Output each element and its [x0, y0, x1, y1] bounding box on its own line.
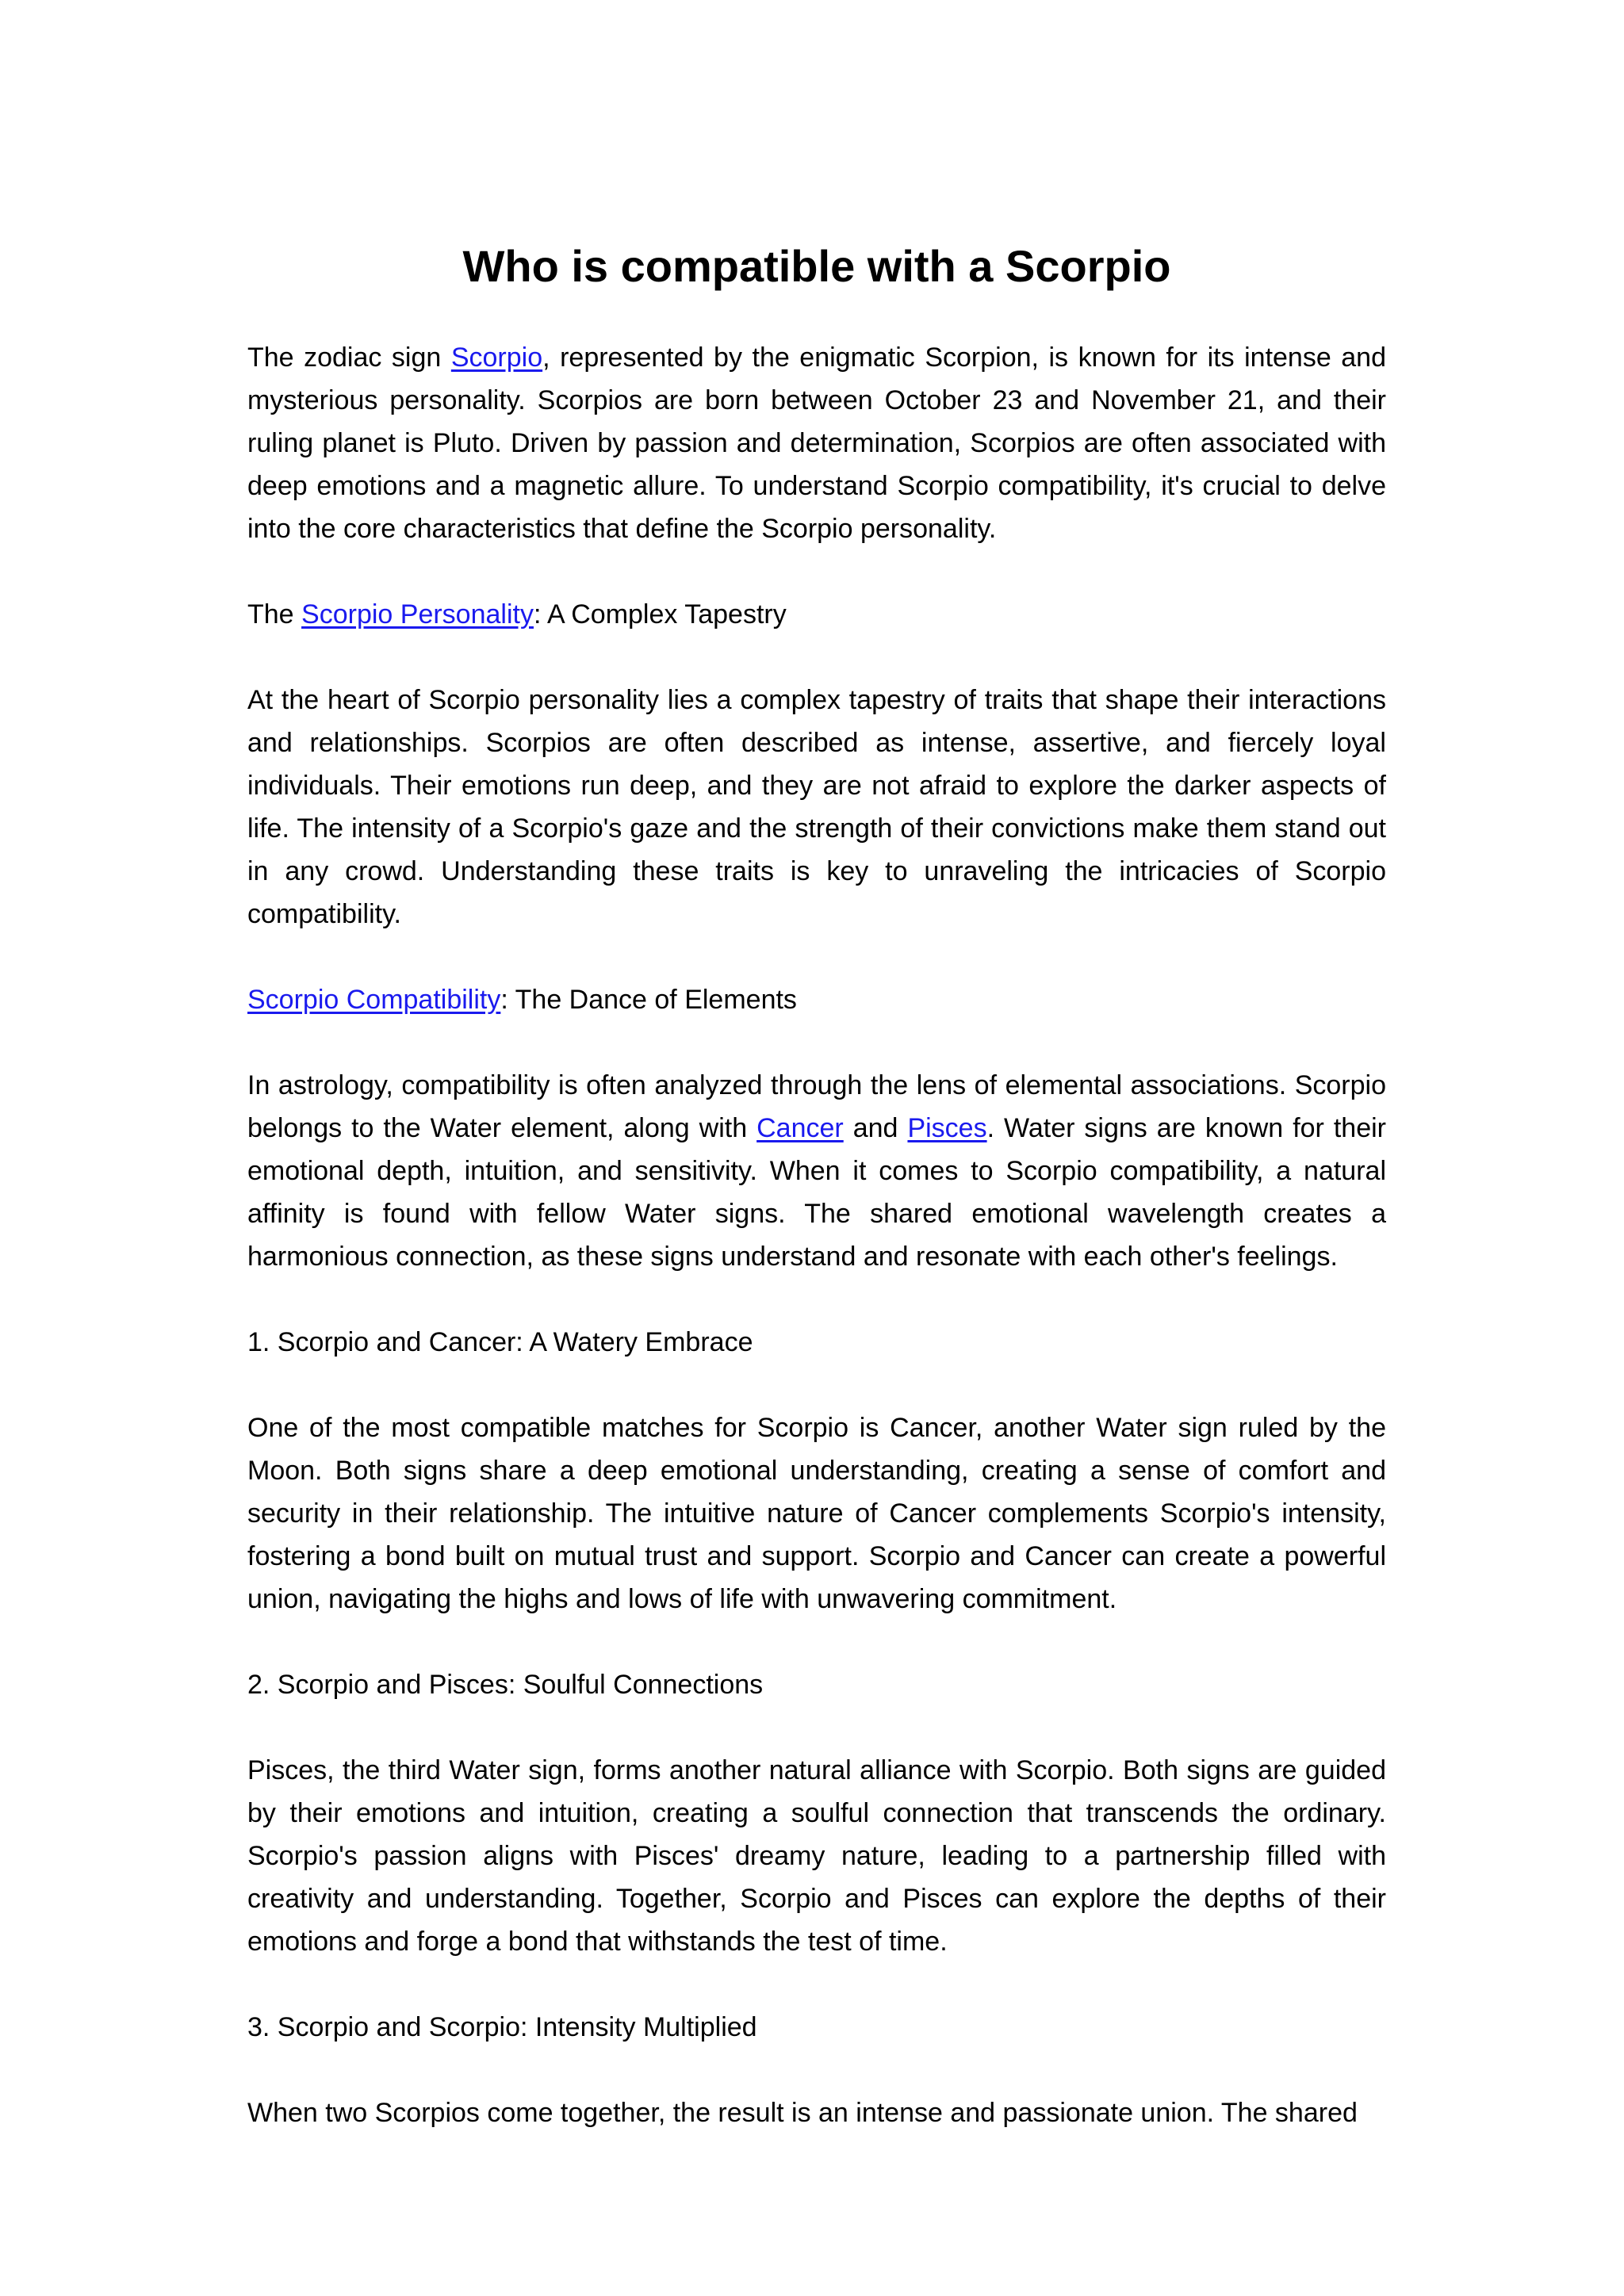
intro-text-start: The zodiac sign — [247, 342, 451, 373]
page-title: Who is compatible with a Scorpio — [462, 241, 1171, 291]
section-heading-pisces: 2. Scorpio and Pisces: Soulful Connections — [247, 1670, 764, 1700]
scorpio-link[interactable]: Scorpio — [450, 342, 543, 373]
personality-heading-prefix: The — [247, 599, 302, 629]
compat-text-2: and — [843, 1113, 908, 1143]
scorpio-compatibility-link[interactable]: Scorpio Compatibility — [247, 985, 501, 1015]
pisces-link[interactable]: Pisces — [907, 1113, 987, 1143]
cancer-link[interactable]: Cancer — [756, 1113, 844, 1143]
section-paragraph-cancer: One of the most compatible matches for Scorpio is Cancer, another Water sign ruled by the Moon. Both signs share a deep emotional understanding, creating a sense of comfort and security in their relationship. The intuitive nature of Cancer complements Scorpio's intensity, fostering a bond built on mutual trust and support. Scorpio and Cancer can create a powerful union, navigating the highs and lows of life with unwavering commitment. — [247, 1413, 1386, 1614]
compatibility-heading — [247, 978, 1386, 1021]
section-heading-cancer: 1. Scorpio and Cancer: A Watery Embrace — [247, 1327, 753, 1357]
section-paragraph-scorpio: When two Scorpios come together, the result is an intense and passionate union. The shared — [247, 2098, 1358, 2128]
intro-paragraph — [247, 336, 1386, 550]
personality-heading — [247, 593, 1386, 636]
personality-heading-suffix: : A Complex Tapestry — [533, 599, 787, 629]
document-body — [247, 238, 1386, 2177]
compat-text-1: In astrology, compatibility is often analyzed through the lens of elemental associations. Scorpio belongs to the Water element, along with — [247, 1070, 1386, 1143]
compat-text-3: . Water signs are known for their emotional depth, intuition, and sensitivity. When it comes to Scorpio compatibility, a natural affinity is found with fellow Water signs. The shared emotional wavelength creates a harmonious connection, as these signs understand and resonate with each other's feelings. — [247, 1113, 1387, 1272]
section-paragraph-pisces: Pisces, the third Water sign, forms another natural alliance with Scorpio. Both signs are guided by their emotions and intuition, creating a soulful connection that transcends the ordinary. Scorpio's passion aligns with Pisces' dreamy nature, leading to a partnership filled with creativity and understanding. Together, Scorpio and Pisces can explore the depths of their emotions and forge a bond that withstands the test of time. — [247, 1755, 1386, 1957]
section-heading-scorpio: 3. Scorpio and Scorpio: Intensity Multiplied — [247, 2012, 757, 2042]
personality-paragraph: At the heart of Scorpio personality lies a complex tapestry of traits that shape their interactions and relationships. Scorpios are often described as intense, assertive, and fiercely loyal individuals. Their emotions run deep, and they are not afraid to explore the darker aspects of life. The intensity of a Scorpio's gaze and the strength of their convictions make them stand out in any crowd. Understanding these traits is key to unraveling the intricacies of Scorpio compatibility. — [247, 685, 1386, 929]
compatibility-paragraph — [247, 1064, 1386, 1278]
compatibility-heading-suffix: : The Dance of Elements — [500, 985, 797, 1015]
intro-text-end: , represented by the enigmatic Scorpion, is known for its intense and mysterious personality. Scorpios are born between October 23 and November 21, and their ruling planet is Pluto. Driven by passion and determination, Scorpios are often associated with deep emotions and a magnetic allure. To understand Scorpio compatibility, it's crucial to delve into the core characteristics that define the Scorpio personality. — [247, 342, 1386, 544]
scorpio-personality-link[interactable]: Scorpio Personality — [301, 599, 534, 629]
